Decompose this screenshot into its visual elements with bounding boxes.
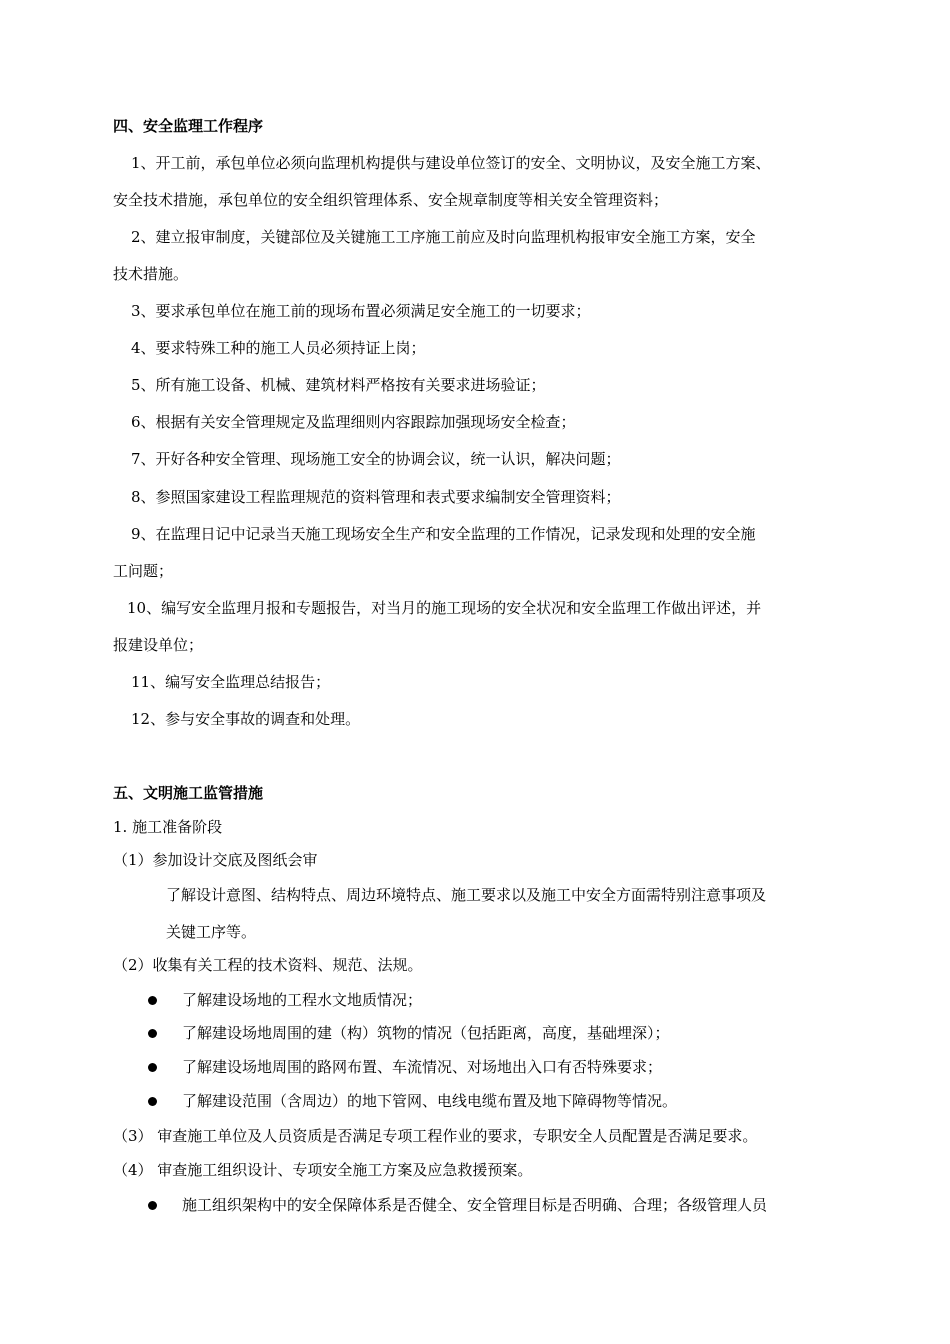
section-4-line: 4、要求特殊工种的施工人员必须持证上岗； [131,339,426,357]
section-4-line: 5、所有施工设备、机械、建筑材料严格按有关要求进场验证； [131,376,546,394]
bullet-item: 了解建设场地的工程水文地质情况； [182,991,423,1009]
section-4-line: 2、建立报审制度，关键部位及关键施工工序施工前应及时向监理机构报审安全施工方案，安全 [131,228,756,246]
section-4-line: 安全技术措施，承包单位的安全组织管理体系、安全规章制度等相关安全管理资料； [113,191,669,209]
section-4-line: 10、编写安全监理月报和专题报告，对当月的施工现场的安全状况和安全监理工作做出评述，并 [127,599,762,617]
section-4-line: 3、要求承包单位在施工前的现场布置必须满足安全施工的一切要求； [131,302,591,320]
sub-item-1-text: 关键工序等。 [166,923,257,941]
section-4-title: 四、安全监理工作程序 [113,117,264,135]
bullet-item: 了解建设场地周围的路网布置、车流情况、对场地出入口有否特殊要求； [182,1058,663,1076]
section-5-title: 五、文明施工监管措施 [113,784,264,802]
bullet-icon [148,1097,157,1106]
sub-item-1: （1）参加设计交底及图纸会审 [113,851,318,869]
bullet-icon [148,1201,157,1210]
sub-item-1-text: 了解设计意图、结构特点、周边环境特点、施工要求以及施工中安全方面需特别注意事项及 [166,886,767,904]
section-4-line: 11、编写安全监理总结报告； [131,673,331,691]
bullet-icon [148,1063,157,1072]
section-4-line: 1、开工前，承包单位必须向监理机构提供与建设单位签订的安全、文明协议，及安全施工方案、 [131,154,771,172]
bullet-item: 了解建设场地周围的建（构）筑物的情况（包括距离，高度，基础埋深）； [182,1024,670,1042]
bullet-item: 了解建设范围（含周边）的地下管网、电线电缆布置及地下障碍物等情况。 [182,1092,678,1110]
section-4-line: 9、在监理日记中记录当天施工现场安全生产和安全监理的工作情况，记录发现和处理的安全施 [131,525,756,543]
section-4-line: 8、参照国家建设工程监理规范的资料管理和表式要求编制安全管理资料； [131,488,621,506]
section-4-line: 技术措施。 [113,265,189,283]
bullet-icon [148,996,157,1005]
section-4-line: 6、根据有关安全管理规定及监理细则内容跟踪加强现场安全检查； [131,413,576,431]
section-4-line: 7、开好各种安全管理、现场施工安全的协调会议，统一认识，解决问题； [131,450,621,468]
sub-item-3: （3） 审查施工单位及人员资质是否满足专项工程作业的要求，专职安全人员配置是否满足要求。 [113,1127,758,1145]
sub-item-2: （2）收集有关工程的技术资料、规范、法规。 [113,956,423,974]
stage-1-heading: 1. 施工准备阶段 [113,818,223,836]
section-4-line: 报建设单位； [113,636,204,654]
section-4-line: 12、参与安全事故的调查和处理。 [131,710,361,728]
bullet-item: 施工组织架构中的安全保障体系是否健全、安全管理目标是否明确、合理；各级管理人员 [182,1196,768,1214]
sub-item-4: （4） 审查施工组织设计、专项安全施工方案及应急救援预案。 [113,1161,533,1179]
bullet-icon [148,1029,157,1038]
section-4-line: 工问题； [113,562,174,580]
